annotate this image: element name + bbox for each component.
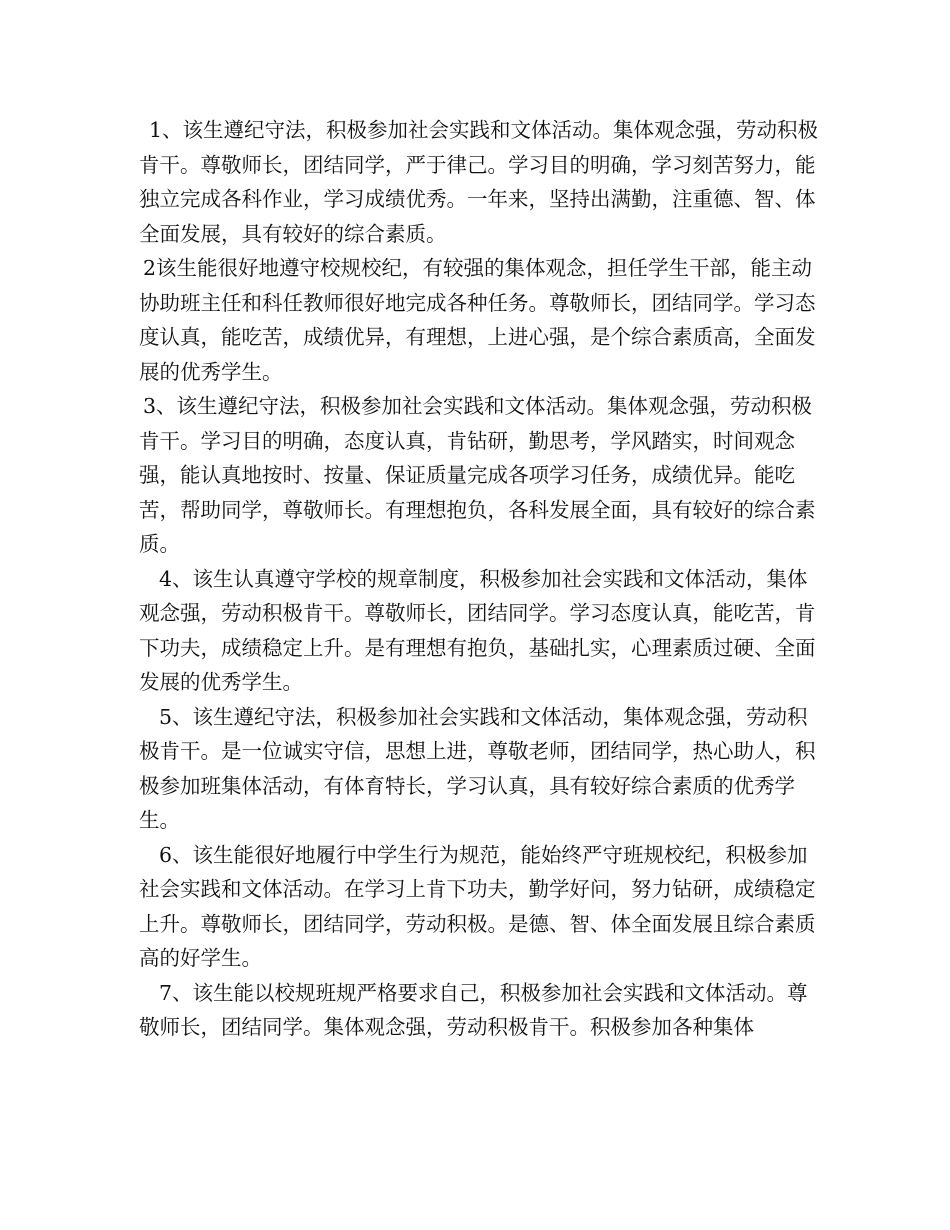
comment-paragraph-5: 5、该生遵纪守法，积极参加社会实践和文体活动，集体观念强，劳动积极肯干。是一位诚实守信，思想上进，尊敬老师，团结同学，热心助人，积极参加班集体活动，有体育特长，学习认真，具有较好综合素质的优秀学生。: [139, 704, 816, 832]
comment-paragraph-4: 4、该生认真遵守学校的规章制度，积极参加社会实践和文体活动，集体观念强，劳动积极肯干。尊敬师长，团结同学。学习态度认真，能吃苦，肯下功夫，成绩稳定上升。是有理想有抱负，基础扎实，心理素质过硬、全面发展的优秀学生。: [139, 566, 816, 694]
comment-paragraph-6: 6、该生能很好地履行中学生行为规范，能始终严守班规校纪，积极参加社会实践和文体活动。在学习上肯下功夫，勤学好问，努力钻研，成绩稳定上升。尊敬师长，团结同学，劳动积极。是德、智、体全面发展且综合素质高的好学生。: [139, 842, 816, 970]
comment-paragraph-2: 2该生能很好地遵守校规校纪，有较强的集体观念，担任学生干部，能主动协助班主任和科任教师很好地完成各种任务。尊敬师长，团结同学。学习态度认真，能吃苦，成绩优异，有理想，上进心强，是个综合素质高，全面发展的优秀学生。: [139, 256, 816, 384]
comment-paragraph-7: 7、该生能以校规班规严格要求自己，积极参加社会实践和文体活动。尊敬师长，团结同学。集体观念强，劳动积极肯干。积极参加各种集体: [139, 980, 808, 1039]
document-body: [139, 113, 819, 1045]
comment-paragraph-1: 1、该生遵纪守法，积极参加社会实践和文体活动。集体观念强，劳动积极肯干。尊敬师长，团结同学，严于律己。学习目的明确，学习刻苦努力，能独立完成各科作业，学习成绩优秀。一年来，坚持出满勤，注重德、智、体全面发展，具有较好的综合素质。: [139, 118, 819, 246]
comment-paragraph-3: 3、该生遵纪守法，积极参加社会实践和文体活动。集体观念强，劳动积极肯干。学习目的明确，态度认真，肯钻研，勤思考，学风踏实，时间观念强，能认真地按时、按量、保证质量完成各项学习任务，成绩优异。能吃苦，帮助同学，尊敬师长。有理想抱负，各科发展全面，具有较好的综合素质。: [139, 394, 816, 556]
